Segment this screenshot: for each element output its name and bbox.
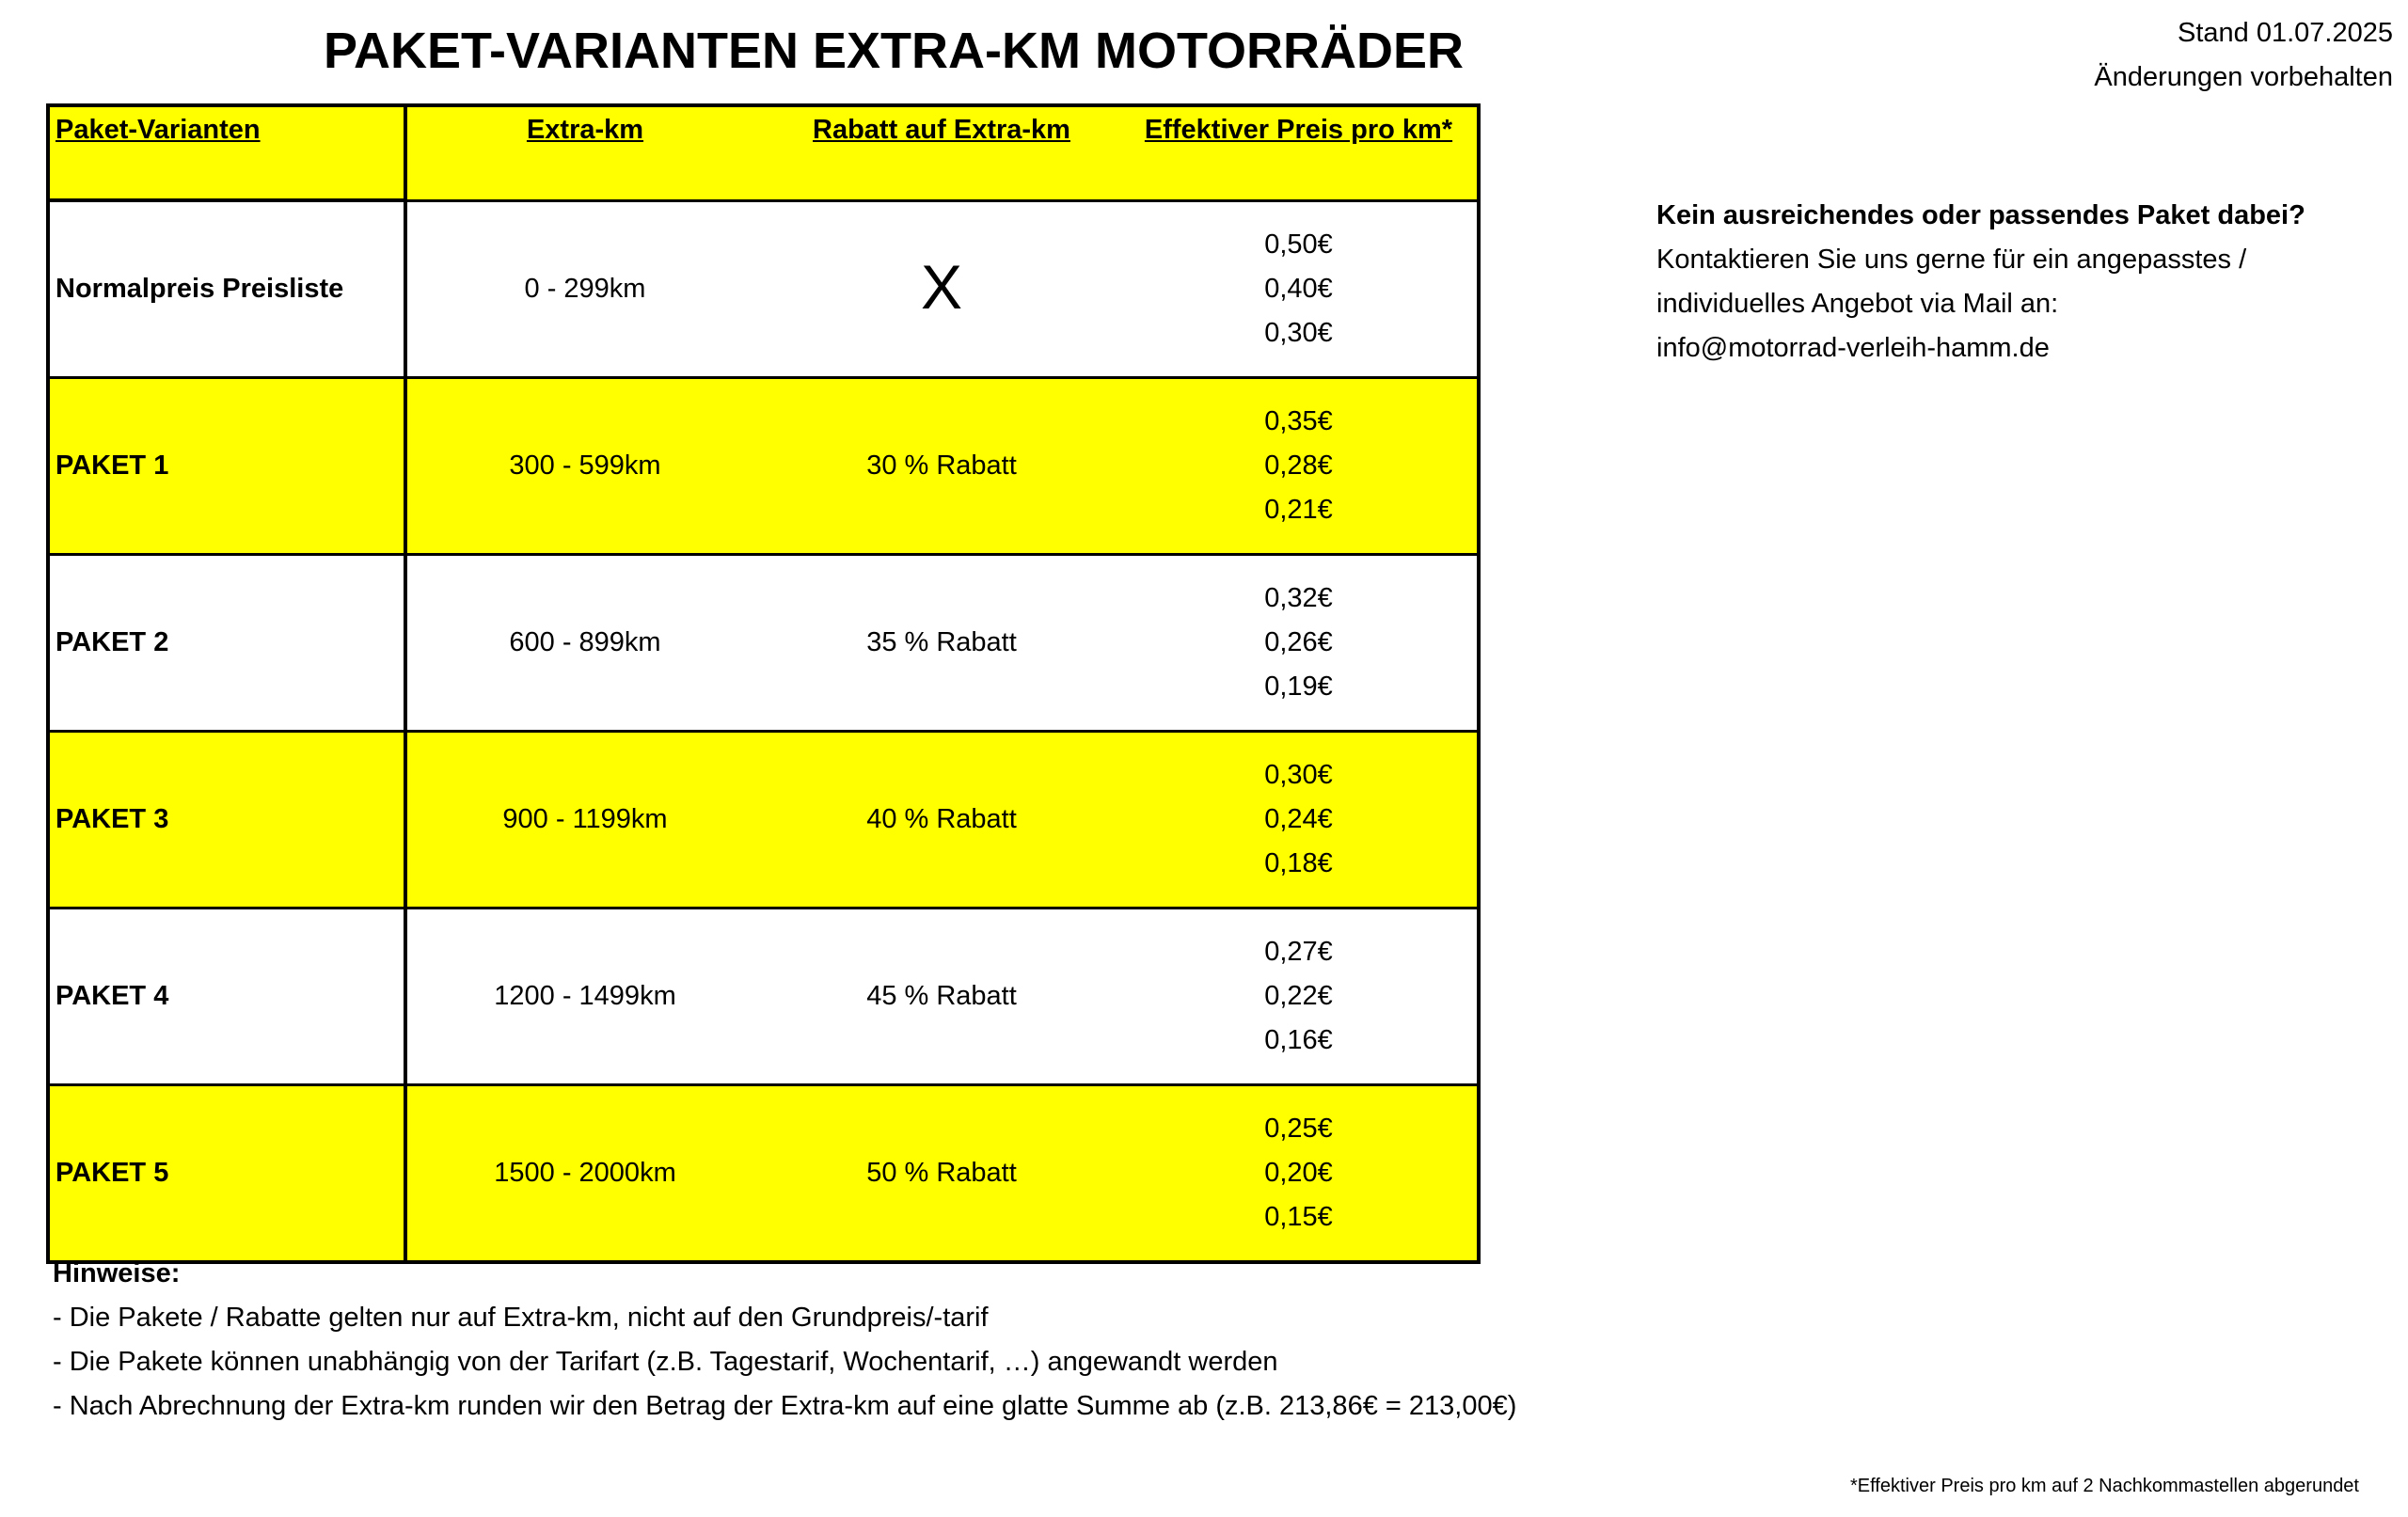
note-line: - Nach Abrechnung der Extra-km runden wir den Betrag der Extra-km auf eine glatte Summe ab (z.B. 213,86€ = 213,00€) <box>53 1391 1517 1421</box>
discount-cell: 50 % Rabatt <box>763 1085 1120 1263</box>
price-value: 0,22€ <box>1264 981 1333 1011</box>
package-name: PAKET 1 <box>48 378 405 555</box>
discount-cell: 35 % Rabatt <box>763 555 1120 732</box>
table-row <box>48 378 1479 555</box>
price-value: 0,40€ <box>1264 273 1333 304</box>
stand-info <box>2094 11 2393 100</box>
price-value: 0,16€ <box>1264 1025 1333 1055</box>
extra-km-range: 1500 - 2000km <box>405 1085 763 1263</box>
price-value: 0,24€ <box>1264 804 1333 834</box>
extra-km-range: 300 - 599km <box>405 378 763 555</box>
contact-box <box>1656 194 2305 371</box>
page-title: PAKET-VARIANTEN EXTRA-KM MOTORRÄDER <box>324 23 1464 79</box>
contact-line: individuelles Angebot via Mail an: <box>1656 289 2059 319</box>
price-value: 0,28€ <box>1264 450 1333 481</box>
price-value: 0,19€ <box>1264 672 1333 702</box>
price-value: 0,30€ <box>1264 317 1333 348</box>
package-name: PAKET 4 <box>48 909 405 1085</box>
note-line: - Die Pakete können unabhängig von der Tarifart (z.B. Tagestarif, Wochentarif, …) angewandt werden <box>53 1347 1278 1377</box>
discount-cell: 40 % Rabatt <box>763 732 1120 909</box>
contact-line: Kontaktieren Sie uns gerne für ein angepasstes / <box>1656 245 2247 275</box>
package-table <box>46 103 1481 1264</box>
price-cell <box>1120 732 1479 909</box>
table-row <box>48 1085 1479 1263</box>
discount-cell: 45 % Rabatt <box>763 909 1120 1085</box>
column-header-effective-price: Effektiver Preis pro km* <box>1120 105 1479 200</box>
package-name: Normalpreis Preisliste <box>48 200 405 378</box>
price-value: 0,21€ <box>1264 495 1333 525</box>
package-name: PAKET 2 <box>48 555 405 732</box>
table-row <box>48 200 1479 378</box>
extra-km-range: 900 - 1199km <box>405 732 763 909</box>
price-value: 0,32€ <box>1264 583 1333 613</box>
price-value: 0,25€ <box>1264 1114 1333 1144</box>
table-row <box>48 732 1479 909</box>
price-value: 0,35€ <box>1264 406 1333 436</box>
contact-heading: Kein ausreichendes oder passendes Paket dabei? <box>1656 200 2305 230</box>
price-cell <box>1120 909 1479 1085</box>
extra-km-range: 0 - 299km <box>405 200 763 378</box>
price-value: 0,30€ <box>1264 760 1333 790</box>
price-value: 0,27€ <box>1264 937 1333 967</box>
price-value: 0,50€ <box>1264 229 1333 260</box>
notes-section <box>53 1252 1516 1429</box>
column-header-extra-km: Extra-km <box>405 105 763 200</box>
no-discount-mark: X <box>920 251 963 322</box>
contact-email: info@motorrad-verleih-hamm.de <box>1656 333 2050 363</box>
notes-title: Hinweise: <box>53 1258 181 1288</box>
package-name: PAKET 5 <box>48 1085 405 1263</box>
package-name: PAKET 3 <box>48 732 405 909</box>
price-cell <box>1120 378 1479 555</box>
price-value: 0,20€ <box>1264 1158 1333 1188</box>
price-cell <box>1120 555 1479 732</box>
changes-reserved-note: Änderungen vorbehalten <box>2094 62 2393 92</box>
price-value: 0,18€ <box>1264 848 1333 878</box>
price-cell <box>1120 1085 1479 1263</box>
column-header-discount: Rabatt auf Extra-km <box>763 105 1120 200</box>
price-value: 0,26€ <box>1264 627 1333 657</box>
stand-date: Stand 01.07.2025 <box>2178 18 2393 48</box>
table-row <box>48 909 1479 1085</box>
price-footnote: *Effektiver Preis pro km auf 2 Nachkommastellen abgerundet <box>1849 1476 2359 1496</box>
price-cell <box>1120 200 1479 378</box>
extra-km-range: 600 - 899km <box>405 555 763 732</box>
price-value: 0,15€ <box>1264 1202 1333 1232</box>
column-header-package: Paket-Varianten <box>48 105 405 200</box>
table-row <box>48 555 1479 732</box>
extra-km-range: 1200 - 1499km <box>405 909 763 1085</box>
table-header-row <box>48 105 1479 200</box>
discount-cell: 30 % Rabatt <box>763 378 1120 555</box>
discount-cell <box>763 200 1120 378</box>
note-line: - Die Pakete / Rabatte gelten nur auf Extra-km, nicht auf den Grundpreis/-tarif <box>53 1303 989 1333</box>
